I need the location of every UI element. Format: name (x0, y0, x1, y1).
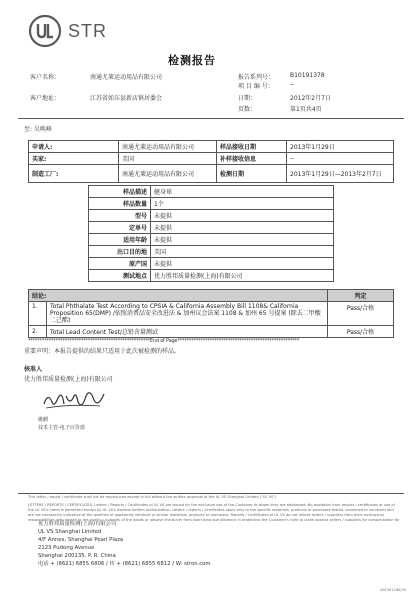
signatory-name: 姚麒 (38, 417, 49, 423)
client-name-value: 南通尤莱运动用品有限公司 (90, 74, 163, 81)
item-no-label: 项 目 编 号： (238, 83, 274, 90)
sample-row-label: 样品数量 (89, 198, 151, 210)
signatory-title: 技术主管-电子百货部 (38, 425, 85, 431)
sample-row-value: 未提供 (151, 222, 334, 234)
address-line: 电话 + (8621) 6855 6806 / 传 + (8621) 6855 6812 / W: stron.com (38, 561, 211, 567)
sample-row-label: 出口目的地 (89, 246, 151, 258)
sample-row-value: 健身球 (151, 186, 334, 198)
approver-company: 优力胜邦质量检测(上海)有限公司 (24, 376, 113, 383)
pages-value: 第1页共4页 (290, 106, 322, 113)
handwritten-signature (40, 384, 110, 414)
sample-row-value: 1个 (151, 198, 334, 210)
conclusion-verdict: Pass/合格 (328, 302, 394, 326)
address-line: UL VS Shanghai Limited (38, 529, 102, 535)
logo-wordmark: STR (68, 20, 107, 41)
address-line: Shanghai 200135, P. R. China (38, 553, 116, 559)
manufacturer-value: 南通尤莱运动用品有限公司 (119, 165, 217, 183)
test-date-label: 检测日期 (217, 165, 287, 183)
manufacturer-label: 制造工厂: (29, 165, 119, 183)
header-divider (18, 118, 404, 119)
important-statement: 重要声明：本报告提供的结果只适用于此次被检测的样品。 (24, 348, 181, 355)
conclusion-table (28, 289, 394, 338)
test-date-value: 2013年1月29日—2013年2月7日 (287, 165, 394, 183)
sample-row-label: 定单号 (89, 222, 151, 234)
reproduction-notice: This letter / report / certificate shall not be reproduced except in full without the written approval of the UL VS Shanghai Limited ("UL VS") (28, 495, 277, 499)
report-no-value: B10191378 (290, 72, 325, 79)
report-title: 检测报告 (168, 54, 216, 67)
client-name-label: 客户名称： (30, 74, 61, 81)
client-address-value: 江苏省如东县新店镇居委会 (90, 95, 163, 102)
end-of-page-marker: *****************************************************End of Page***************************************************** (28, 338, 300, 344)
supplement-value: -- (287, 153, 394, 165)
approver-title: 核准人 (24, 366, 43, 373)
pages-label: 页数： (238, 106, 257, 113)
conclusion-num: 1. (29, 302, 47, 326)
attention-line: 至: 吴唤峰 (24, 126, 52, 133)
supplement-label: 补样接收信息 (217, 153, 287, 165)
sample-row-label: 测试地点 (89, 270, 151, 282)
sample-row-label: 型号 (89, 210, 151, 222)
sample-row-label: 原产国 (89, 258, 151, 270)
sample-row-value: 优力胜邦质量检测(上海)有限公司 (151, 270, 334, 282)
date-value: 2012年2月7日 (290, 95, 331, 102)
buyer-value: 美国 (119, 153, 217, 165)
report-no-label: 报告系列号： (238, 74, 275, 81)
ul-logo-icon (28, 14, 62, 48)
conclusion-header: 结论: (29, 290, 328, 302)
sample-received-label: 样品接收日期 (217, 141, 287, 153)
applicant-value: 南通尤莱运动用品有限公司 (119, 141, 217, 153)
verdict-header: 判定 (328, 290, 394, 302)
company-address-block (38, 520, 211, 568)
sample-row-label: 适用年龄 (89, 234, 151, 246)
ul-str-logo (28, 14, 107, 48)
terms-fine-print: LETTERS / REPORTS / CERTIFICATES: Letters / Reports / Certificates of UL VS are issued for the exclusive use of the Customer to whom they are addressed. No quotation from reports / certificates or use of the UL VS's name is permitted except by UL VS's express written authorization. Letters / reports / certificates apply only to the specific materials, products or processes tested, examined or surveyed and are not necessarily indicative of the qualities of apparently identical or similar materials, products or processes. Reports / Certificates of UL VS do not relieve sellers / suppliers from their contractual responsibilities with regard to the quality / quantity of the goods or absolve the buyer from exercising due diligence in protecting the Customer's right to claim against sellers / suppliers for compensation for (28, 503, 400, 521)
date-label: 日期： (238, 95, 257, 102)
sample-row-value: 未提供 (151, 234, 334, 246)
applicant-label: 申请人: (29, 141, 119, 153)
address-line: 优力胜邦质量检测(上海)有限公司 (38, 521, 117, 527)
sample-received-value: 2013年1月29日 (287, 141, 394, 153)
sample-table (88, 185, 334, 282)
buyer-label: 买家: (29, 153, 119, 165)
conclusion-verdict: Pass/合格 (328, 326, 394, 338)
sample-row-label: 样品描述 (89, 186, 151, 198)
footer-divider (18, 493, 404, 494)
conclusion-num: 2. (29, 326, 47, 338)
conclusion-text: Total Phthalate Test According to CPSIA & California Assembly Bill 1108& California Proposition 65(DMP) /依照消费品安全改进法 & 加州议会法案 1108 & 加州 65 号提案 (除去二甲酸二己酯) (47, 302, 328, 326)
sample-row-value: 美国 (151, 246, 334, 258)
client-address-label: 客户地址： (30, 95, 61, 102)
conclusion-text: Total Lead Content Test/总铅含量测试 (47, 326, 328, 338)
item-no-value: -- (290, 81, 295, 88)
sample-row-value: 未提供 (151, 258, 334, 270)
address-line: 2123 Pudong Avenue (38, 545, 95, 551)
address-line: 4/F Annex, Shanghai Pearl Plaza (38, 537, 124, 543)
form-code: ABF0612R8/09 (379, 588, 406, 592)
sample-row-value: 未提供 (151, 210, 334, 222)
applicant-table (28, 140, 394, 183)
